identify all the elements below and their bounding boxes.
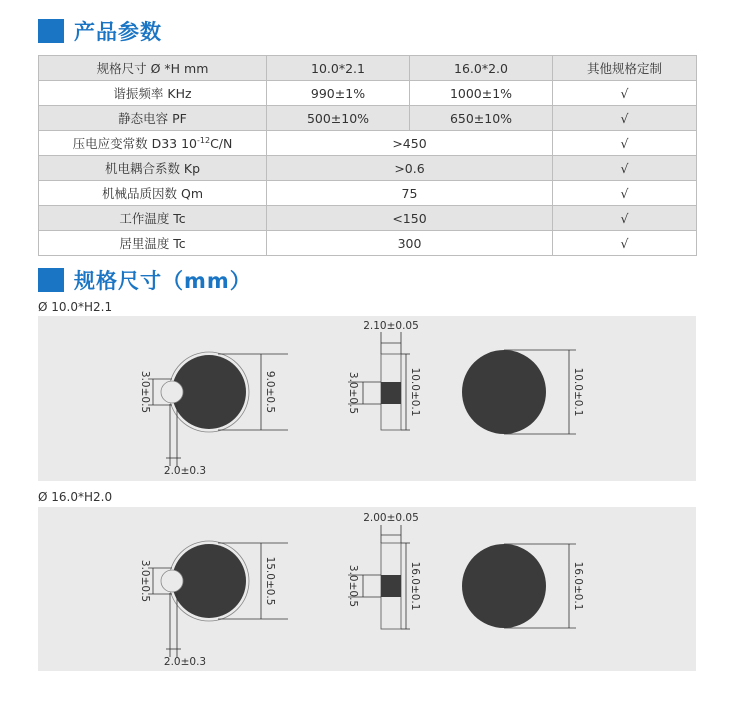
drawing-svg [38,316,696,481]
check-mark: √ [553,106,697,131]
thickness-label: 2.00±0.05 [363,512,419,524]
check-mark: √ [553,131,697,156]
spec-label: Ø 16.0*H2.0 [38,490,113,504]
row-label: 静态电容 PF [39,106,267,131]
header-cell: 其他规格定制 [553,56,697,81]
notch-height-label: 3.0±0.5 [139,559,151,603]
dimension-drawing-16mm [38,507,696,671]
section-heading-dimensions [38,266,252,294]
check-mark: √ [553,206,697,231]
table-row [39,106,697,131]
check-mark: √ [553,231,697,256]
disc [462,350,546,434]
cell-value: <150 [267,206,553,231]
table-row [39,156,697,181]
thickness-label: 2.10±0.05 [363,320,419,332]
cell-value: 650±10% [410,106,553,131]
disc-dia-label: 10.0±0.1 [572,367,584,417]
cell-value: >0.6 [267,156,553,181]
header-cell: 10.0*2.1 [267,56,410,81]
label-exponent: -12 [197,136,211,145]
outer-dia-label: 15.0±0.5 [264,556,276,606]
cell-value: >450 [267,131,553,156]
row-label: 谐振频率 KHz [39,81,267,106]
notch-width-label: 2.0±0.3 [163,465,207,477]
dimension-drawing-10mm [38,316,696,481]
spec-label: Ø 10.0*H2.1 [38,300,113,314]
check-mark: √ [553,181,697,206]
row-label: 机械品质因数 Qm [39,181,267,206]
row-label [39,131,267,156]
label-main: 压电应变常数 D33 10 [72,136,197,151]
side-notch-label: 3.0±0.5 [347,564,359,608]
cell-value: 990±1% [267,81,410,106]
table-row [39,206,697,231]
disc-dia-label: 16.0±0.1 [572,561,584,611]
table-row [39,231,697,256]
side-dia-label: 16.0±0.1 [409,561,421,611]
check-mark: √ [553,156,697,181]
row-label: 工作温度 Tc [39,206,267,231]
parameters-table [38,55,697,256]
table-header-row [39,56,697,81]
cell-value: 75 [267,181,553,206]
table-row [39,131,697,156]
header-cell: 16.0*2.0 [410,56,553,81]
label-unit: C/N [210,136,233,151]
side-notch-label: 3.0±0.5 [347,371,359,415]
cell-value: 300 [267,231,553,256]
side-dia-label: 10.0±0.1 [409,367,421,417]
cell-value: 500±10% [267,106,410,131]
table-row [39,181,697,206]
row-label: 居里温度 Tc [39,231,267,256]
notch-width-label: 2.0±0.3 [163,656,207,668]
outer-dia-label: 9.0±0.5 [264,370,276,414]
heading-marker [38,19,64,43]
cell-value: 1000±1% [410,81,553,106]
table-row [39,81,697,106]
row-label: 机电耦合系数 Kp [39,156,267,181]
section-title: 产品参数 [74,20,162,44]
header-cell: 规格尺寸 Ø *H mm [39,56,267,81]
drawing-svg [38,507,696,671]
check-mark: √ [553,81,697,106]
notch [161,381,183,403]
heading-marker [38,268,64,292]
notch-height-label: 3.0±0.5 [139,370,151,414]
section-title: 规格尺寸（mm） [74,269,252,293]
section-heading-parameters [38,17,162,45]
